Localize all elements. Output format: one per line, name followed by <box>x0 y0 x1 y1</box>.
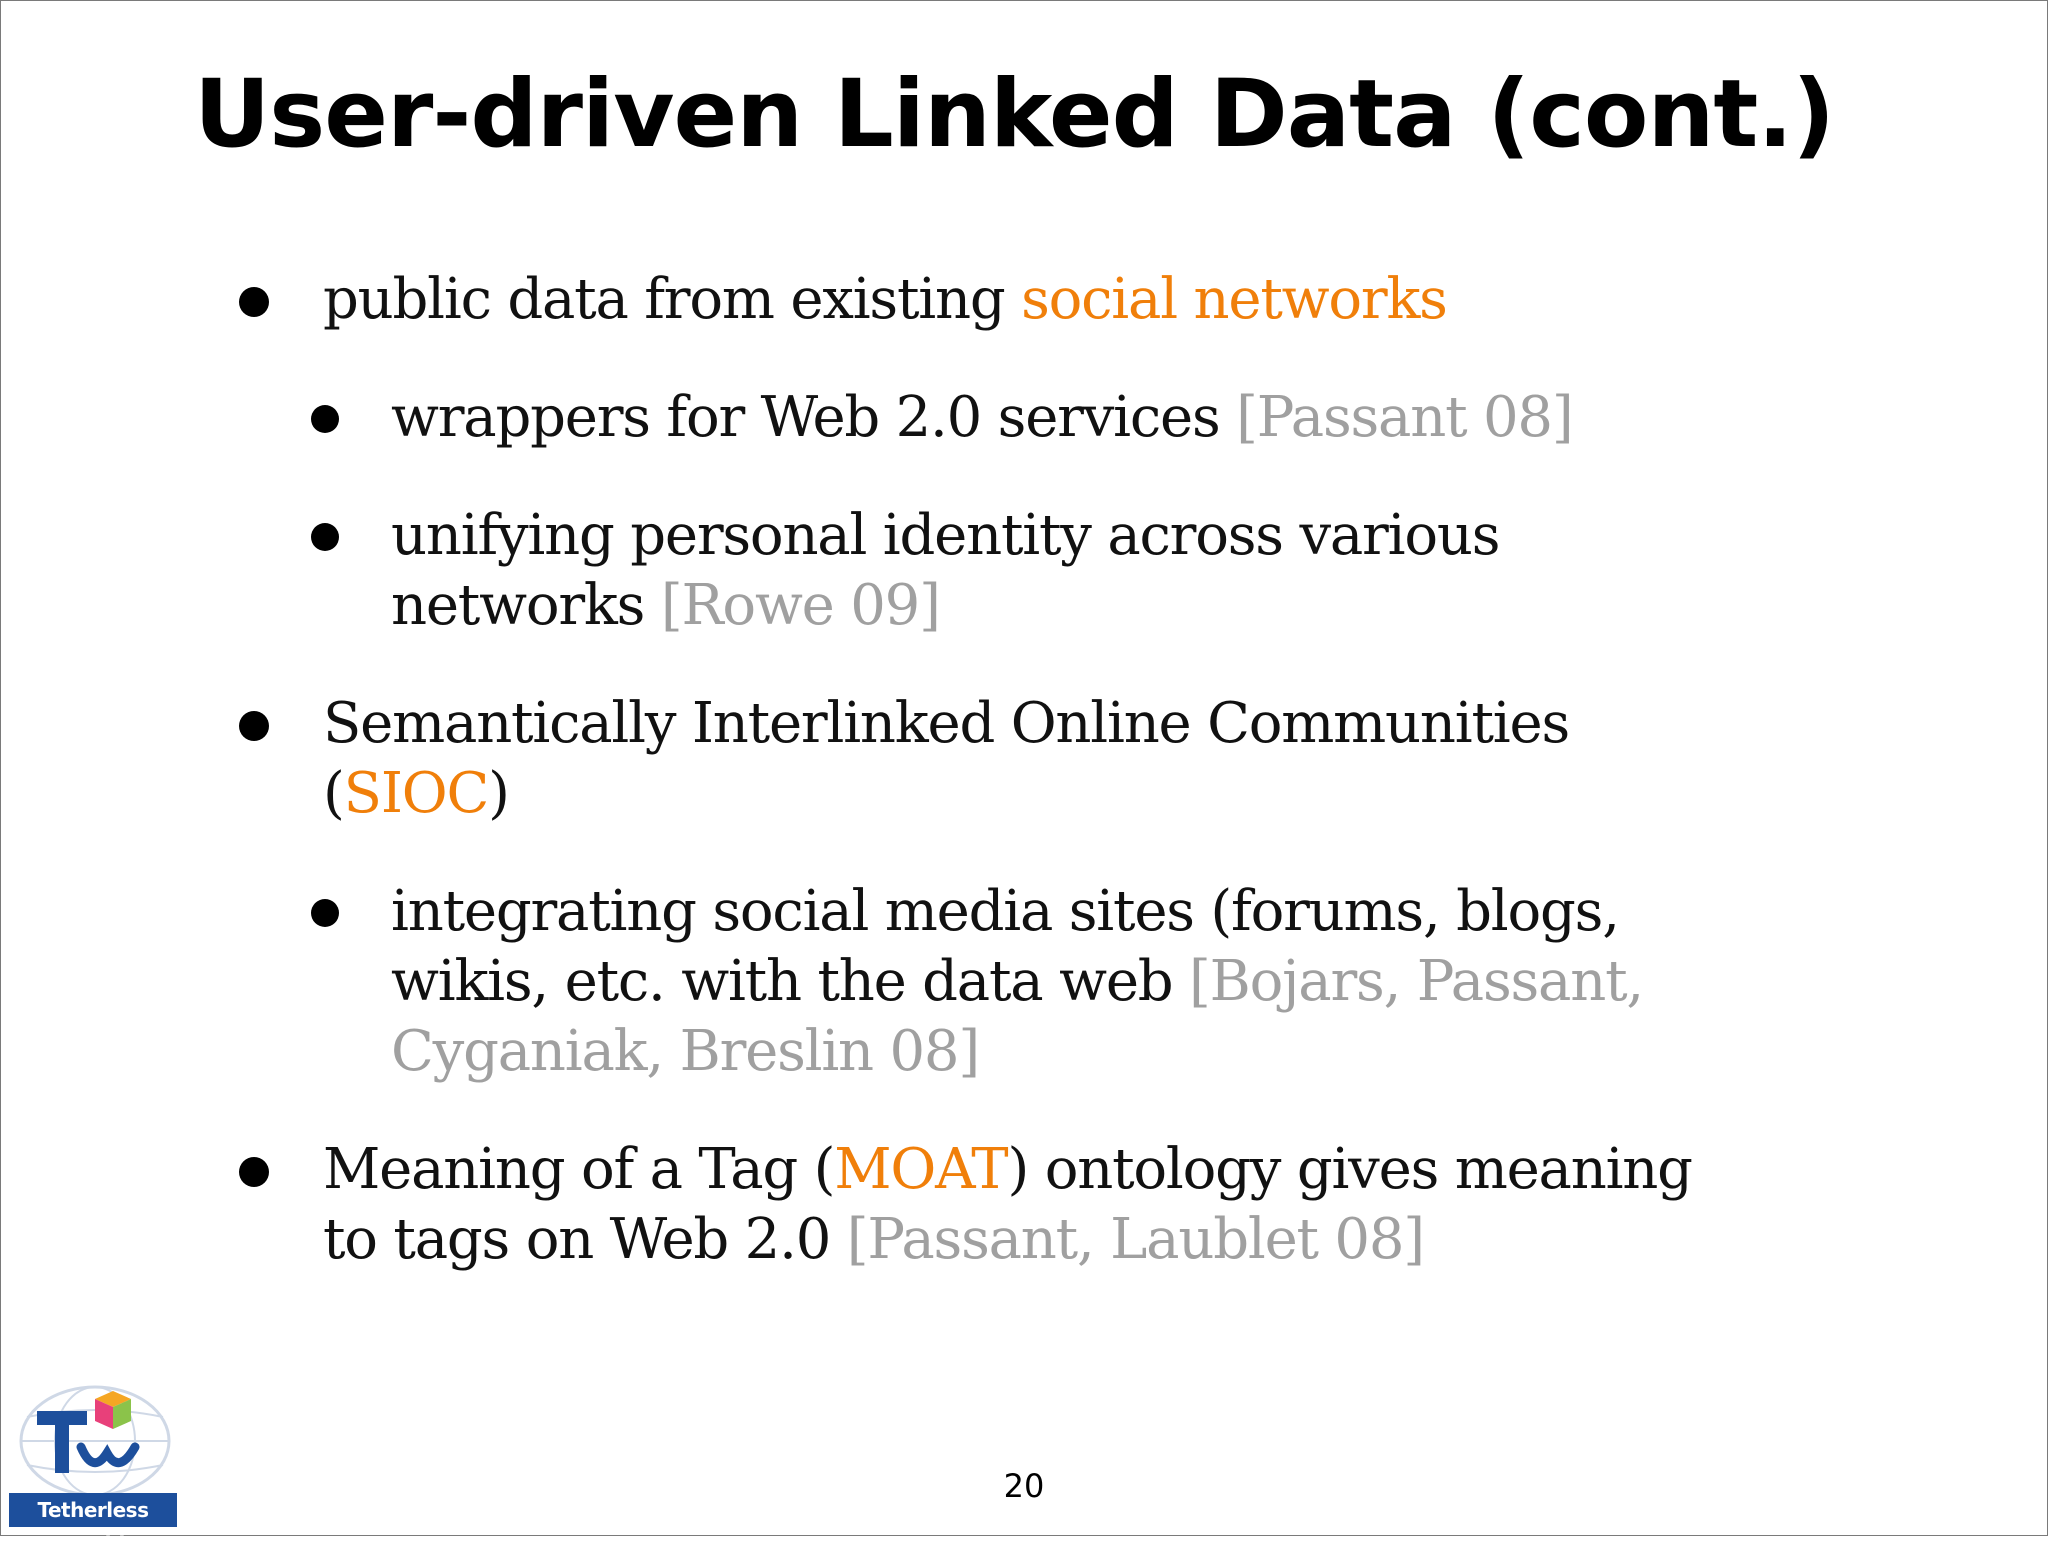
bullet-list <box>1 1 2047 1535</box>
bullet-moat <box>323 1135 1692 1275</box>
bullet-line-1: Meaning of a Tag (MOAT) ontology gives meaning <box>323 1137 1692 1202</box>
bullet-dot-icon <box>311 899 339 927</box>
bullet-unifying-identity <box>391 501 1499 641</box>
citation-passant-laublet-08: [Passant, Laublet 08] <box>846 1207 1424 1272</box>
slide-title: User-driven Linked Data (cont.) <box>193 60 1835 169</box>
bullet-line-1: Semantically Interlinked Online Communities <box>323 691 1569 756</box>
bullet-dot-icon <box>311 405 339 433</box>
citation-bojars-part2: Cyganiak, Breslin 08] <box>391 1019 980 1084</box>
citation-passant-08: [Passant 08] <box>1236 385 1573 450</box>
page-number: 20 <box>1003 1467 1045 1505</box>
bullet-text: public data from existing <box>323 267 1022 332</box>
highlight-moat: MOAT <box>834 1137 1008 1202</box>
bullet-line-2 <box>391 571 1499 641</box>
bullet-line-1: unifying personal identity across various <box>391 503 1500 568</box>
bullet-line-1: integrating social media sites (forums, blogs, <box>391 879 1619 944</box>
bullet-wrappers <box>391 383 1572 453</box>
bullet-social-networks <box>323 265 1447 335</box>
bullet-integrating-social-media <box>391 877 1643 1087</box>
bullet-sioc <box>323 689 1569 829</box>
logo-label: Tetherless World <box>9 1493 177 1527</box>
citation-bojars-part1: [Bojars, Passant, <box>1189 949 1643 1014</box>
bullet-text: networks <box>391 573 661 638</box>
bullet-dot-icon <box>239 287 269 317</box>
bullet-dot-icon <box>311 523 339 551</box>
bullet-line-2: (SIOC) <box>323 761 509 826</box>
bullet-dot-icon <box>239 711 269 741</box>
highlight-social-networks: social networks <box>1021 267 1447 332</box>
bullet-text: wrappers for Web 2.0 services <box>391 385 1237 450</box>
bullet-dot-icon <box>239 1157 269 1187</box>
bullet-line-2: to tags on Web 2.0 [Passant, Laublet 08] <box>323 1207 1424 1272</box>
tetherless-world-logo <box>9 1383 177 1556</box>
highlight-sioc: SIOC <box>343 761 489 826</box>
bullet-line-2: wikis, etc. with the data web [Bojars, Passant, <box>391 949 1643 1014</box>
citation-rowe-09: [Rowe 09] <box>660 573 940 638</box>
